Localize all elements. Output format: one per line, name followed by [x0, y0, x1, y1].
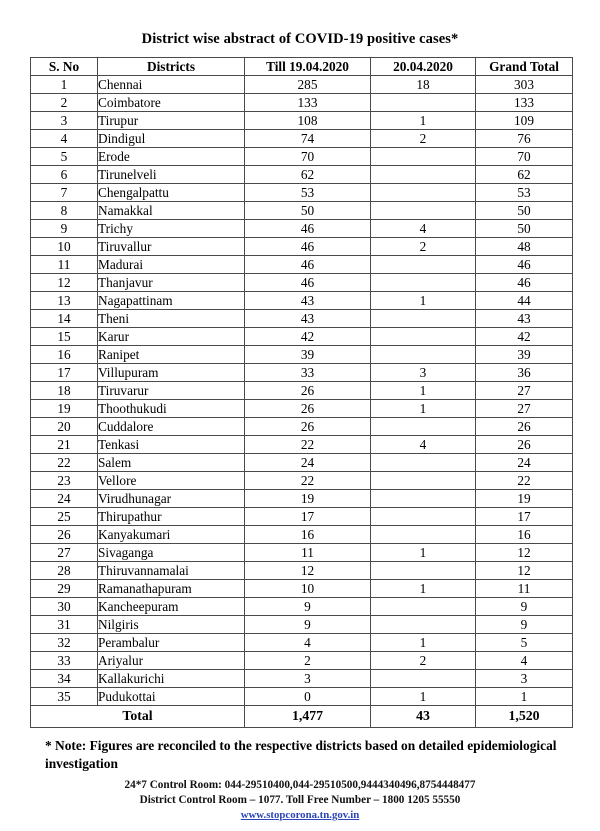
table-row — [31, 166, 573, 184]
cell-till-date: 0 — [245, 688, 371, 706]
cell-till-date: 22 — [245, 472, 371, 490]
table-row — [31, 310, 573, 328]
table-row — [31, 418, 573, 436]
table-row — [31, 238, 573, 256]
cell-district: Cuddalore — [98, 418, 245, 436]
cell-sno: 2 — [31, 94, 98, 112]
cell-day-date — [371, 310, 476, 328]
table-row — [31, 220, 573, 238]
cell-day-date: 1 — [371, 580, 476, 598]
cell-district: Chennai — [98, 76, 245, 94]
cell-grand-total: 36 — [476, 364, 573, 382]
cell-grand-total: 43 — [476, 310, 573, 328]
cell-grand-total: 19 — [476, 490, 573, 508]
table-row — [31, 148, 573, 166]
cell-till-date: 43 — [245, 292, 371, 310]
cell-sno: 11 — [31, 256, 98, 274]
cell-sno: 19 — [31, 400, 98, 418]
cell-day-date — [371, 508, 476, 526]
cell-sno: 29 — [31, 580, 98, 598]
cell-day-date: 1 — [371, 382, 476, 400]
cell-day-date — [371, 274, 476, 292]
cell-day-date — [371, 148, 476, 166]
cell-district: Chengalpattu — [98, 184, 245, 202]
table-row — [31, 526, 573, 544]
cell-till-date: 42 — [245, 328, 371, 346]
cell-day-date: 4 — [371, 220, 476, 238]
column-header-till-date: Till 19.04.2020 — [245, 58, 371, 76]
control-room-line: 24*7 Control Room: 044-29510400,044-29510500,9444340496,8754448477 — [124, 779, 476, 792]
cell-day-date: 1 — [371, 292, 476, 310]
cell-grand-total: 48 — [476, 238, 573, 256]
cell-sno: 24 — [31, 490, 98, 508]
cell-district: Thiruvannamalai — [98, 562, 245, 580]
cell-sno: 13 — [31, 292, 98, 310]
cell-district: Coimbatore — [98, 94, 245, 112]
cell-day-date — [371, 598, 476, 616]
cell-till-date: 62 — [245, 166, 371, 184]
cell-sno: 18 — [31, 382, 98, 400]
cell-day-date — [371, 94, 476, 112]
table-row — [31, 598, 573, 616]
cell-sno: 9 — [31, 220, 98, 238]
cell-day-date: 1 — [371, 544, 476, 562]
cell-day-date: 1 — [371, 688, 476, 706]
cell-grand-total: 1 — [476, 688, 573, 706]
district-control-room-line: District Control Room – 1077. Toll Free Number – 1800 1205 55550 — [139, 794, 461, 807]
table-header — [31, 58, 573, 76]
cell-total-day: 43 — [371, 706, 476, 728]
cell-day-date — [371, 256, 476, 274]
cell-district: Salem — [98, 454, 245, 472]
table-container — [0, 57, 600, 728]
cell-day-date — [371, 616, 476, 634]
cell-sno: 33 — [31, 652, 98, 670]
column-header-districts: Districts — [98, 58, 245, 76]
cell-district: Tirupur — [98, 112, 245, 130]
cell-district: Nilgiris — [98, 616, 245, 634]
cell-sno: 25 — [31, 508, 98, 526]
cell-district: Kallakurichi — [98, 670, 245, 688]
cell-sno: 10 — [31, 238, 98, 256]
cell-till-date: 133 — [245, 94, 371, 112]
cell-sno: 35 — [31, 688, 98, 706]
cell-sno: 31 — [31, 616, 98, 634]
table-row — [31, 688, 573, 706]
cell-till-date: 3 — [245, 670, 371, 688]
table-row — [31, 634, 573, 652]
cell-district: Villupuram — [98, 364, 245, 382]
cell-grand-total: 46 — [476, 256, 573, 274]
cell-till-date: 53 — [245, 184, 371, 202]
cell-till-date: 43 — [245, 310, 371, 328]
table-row — [31, 382, 573, 400]
table-row — [31, 616, 573, 634]
cell-till-date: 9 — [245, 598, 371, 616]
cell-sno: 3 — [31, 112, 98, 130]
cell-grand-total: 22 — [476, 472, 573, 490]
cell-sno: 4 — [31, 130, 98, 148]
cell-district: Ranipet — [98, 346, 245, 364]
cell-sno: 30 — [31, 598, 98, 616]
cell-day-date — [371, 166, 476, 184]
cell-till-date: 10 — [245, 580, 371, 598]
cell-sno: 20 — [31, 418, 98, 436]
cell-grand-total: 39 — [476, 346, 573, 364]
stopcorona-website-link[interactable]: www.stopcorona.tn.gov.in — [240, 809, 360, 822]
table-row — [31, 472, 573, 490]
note-text: * Note: Figures are reconciled to the respective districts based on detailed epidemiological investigation — [45, 738, 557, 771]
table-row — [31, 292, 573, 310]
footer — [0, 778, 600, 823]
cell-sno: 22 — [31, 454, 98, 472]
cell-day-date — [371, 526, 476, 544]
cell-district: Namakkal — [98, 202, 245, 220]
cell-grand-total: 133 — [476, 94, 573, 112]
cell-district: Thoothukudi — [98, 400, 245, 418]
cell-grand-total: 12 — [476, 544, 573, 562]
table-row — [31, 130, 573, 148]
cell-district: Virudhunagar — [98, 490, 245, 508]
cell-till-date: 74 — [245, 130, 371, 148]
cell-grand-total: 27 — [476, 382, 573, 400]
cell-district: Perambalur — [98, 634, 245, 652]
cell-grand-total: 27 — [476, 400, 573, 418]
table-row — [31, 274, 573, 292]
header-row — [31, 58, 573, 76]
cell-till-date: 46 — [245, 256, 371, 274]
cell-grand-total: 3 — [476, 670, 573, 688]
cell-grand-total: 24 — [476, 454, 573, 472]
cell-sno: 16 — [31, 346, 98, 364]
cell-district: Tenkasi — [98, 436, 245, 454]
cell-sno: 14 — [31, 310, 98, 328]
cell-grand-total: 109 — [476, 112, 573, 130]
cell-district: Tiruvarur — [98, 382, 245, 400]
cell-till-date: 108 — [245, 112, 371, 130]
cell-sno: 8 — [31, 202, 98, 220]
district-cases-table — [30, 57, 573, 728]
cell-day-date — [371, 202, 476, 220]
cell-day-date: 3 — [371, 364, 476, 382]
cell-till-date: 11 — [245, 544, 371, 562]
cell-sno: 23 — [31, 472, 98, 490]
table-row — [31, 490, 573, 508]
cell-day-date — [371, 562, 476, 580]
cell-till-date: 46 — [245, 220, 371, 238]
cell-sno: 1 — [31, 76, 98, 94]
cell-day-date: 1 — [371, 112, 476, 130]
cell-till-date: 12 — [245, 562, 371, 580]
cell-till-date: 285 — [245, 76, 371, 94]
cell-district: Theni — [98, 310, 245, 328]
cell-till-date: 50 — [245, 202, 371, 220]
cell-till-date: 2 — [245, 652, 371, 670]
table-row — [31, 652, 573, 670]
cell-day-date — [371, 454, 476, 472]
cell-till-date: 70 — [245, 148, 371, 166]
table-row — [31, 76, 573, 94]
cell-grand-total: 16 — [476, 526, 573, 544]
cell-grand-total: 303 — [476, 76, 573, 94]
cell-grand-total: 17 — [476, 508, 573, 526]
cell-grand-total: 4 — [476, 652, 573, 670]
cell-sno: 6 — [31, 166, 98, 184]
cell-grand-total: 26 — [476, 418, 573, 436]
cell-district: Vellore — [98, 472, 245, 490]
cell-sno: 34 — [31, 670, 98, 688]
cell-sno: 7 — [31, 184, 98, 202]
cell-sno: 15 — [31, 328, 98, 346]
cell-day-date — [371, 418, 476, 436]
cell-sno: 12 — [31, 274, 98, 292]
cell-till-date: 33 — [245, 364, 371, 382]
cell-day-date: 18 — [371, 76, 476, 94]
cell-day-date — [371, 472, 476, 490]
cell-sno: 17 — [31, 364, 98, 382]
cell-district: Trichy — [98, 220, 245, 238]
cell-grand-total: 9 — [476, 598, 573, 616]
column-header-sno: S. No — [31, 58, 98, 76]
cell-till-date: 39 — [245, 346, 371, 364]
cell-grand-total: 46 — [476, 274, 573, 292]
cell-grand-total: 11 — [476, 580, 573, 598]
cell-district: Nagapattinam — [98, 292, 245, 310]
cell-district: Kancheepuram — [98, 598, 245, 616]
cell-district: Karur — [98, 328, 245, 346]
cell-till-date: 46 — [245, 238, 371, 256]
cell-day-date: 2 — [371, 130, 476, 148]
cell-day-date — [371, 670, 476, 688]
cell-day-date: 2 — [371, 652, 476, 670]
cell-till-date: 26 — [245, 400, 371, 418]
table-total-row — [31, 706, 573, 728]
cell-grand-total: 9 — [476, 616, 573, 634]
cell-grand-total: 5 — [476, 634, 573, 652]
table-row — [31, 562, 573, 580]
cell-grand-total: 50 — [476, 202, 573, 220]
table-row — [31, 436, 573, 454]
cell-total-grand: 1,520 — [476, 706, 573, 728]
table-row — [31, 454, 573, 472]
cell-grand-total: 44 — [476, 292, 573, 310]
table-row — [31, 256, 573, 274]
table-row — [31, 544, 573, 562]
cell-grand-total: 50 — [476, 220, 573, 238]
cell-till-date: 24 — [245, 454, 371, 472]
cell-till-date: 19 — [245, 490, 371, 508]
page-title: District wise abstract of COVID-19 positive cases* — [141, 31, 459, 47]
column-header-grand-total: Grand Total — [476, 58, 573, 76]
cell-grand-total: 76 — [476, 130, 573, 148]
cell-district: Sivaganga — [98, 544, 245, 562]
cell-sno: 26 — [31, 526, 98, 544]
cell-till-date: 4 — [245, 634, 371, 652]
table-body — [31, 76, 573, 728]
table-row — [31, 328, 573, 346]
cell-till-date: 17 — [245, 508, 371, 526]
table-row — [31, 508, 573, 526]
cell-grand-total: 53 — [476, 184, 573, 202]
cell-sno: 28 — [31, 562, 98, 580]
cell-district: Thirupathur — [98, 508, 245, 526]
table-row — [31, 670, 573, 688]
cell-district: Tiruvallur — [98, 238, 245, 256]
table-row — [31, 580, 573, 598]
column-header-day-date: 20.04.2020 — [371, 58, 476, 76]
table-row — [31, 400, 573, 418]
cell-district: Ariyalur — [98, 652, 245, 670]
cell-grand-total: 62 — [476, 166, 573, 184]
cell-day-date — [371, 184, 476, 202]
total-label: Total — [31, 706, 245, 728]
cell-till-date: 16 — [245, 526, 371, 544]
cell-sno: 27 — [31, 544, 98, 562]
cell-day-date — [371, 346, 476, 364]
cell-sno: 21 — [31, 436, 98, 454]
cell-day-date: 4 — [371, 436, 476, 454]
cell-district: Dindigul — [98, 130, 245, 148]
cell-district: Madurai — [98, 256, 245, 274]
cell-total-till: 1,477 — [245, 706, 371, 728]
cell-sno: 32 — [31, 634, 98, 652]
cell-day-date: 1 — [371, 634, 476, 652]
cell-district: Kanyakumari — [98, 526, 245, 544]
cell-district: Ramanathapuram — [98, 580, 245, 598]
cell-district: Erode — [98, 148, 245, 166]
cell-district: Pudukottai — [98, 688, 245, 706]
table-row — [31, 202, 573, 220]
cell-district: Tirunelveli — [98, 166, 245, 184]
table-row — [31, 364, 573, 382]
cell-grand-total: 70 — [476, 148, 573, 166]
cell-till-date: 26 — [245, 382, 371, 400]
cell-till-date: 26 — [245, 418, 371, 436]
table-row — [31, 112, 573, 130]
cell-sno: 5 — [31, 148, 98, 166]
cell-day-date: 1 — [371, 400, 476, 418]
cell-day-date: 2 — [371, 238, 476, 256]
cell-district: Thanjavur — [98, 274, 245, 292]
cell-grand-total: 26 — [476, 436, 573, 454]
cell-till-date: 9 — [245, 616, 371, 634]
cell-grand-total: 42 — [476, 328, 573, 346]
cell-day-date — [371, 328, 476, 346]
table-row — [31, 94, 573, 112]
cell-grand-total: 12 — [476, 562, 573, 580]
table-row — [31, 184, 573, 202]
cell-till-date: 22 — [245, 436, 371, 454]
table-row — [31, 346, 573, 364]
cell-till-date: 46 — [245, 274, 371, 292]
cell-day-date — [371, 490, 476, 508]
